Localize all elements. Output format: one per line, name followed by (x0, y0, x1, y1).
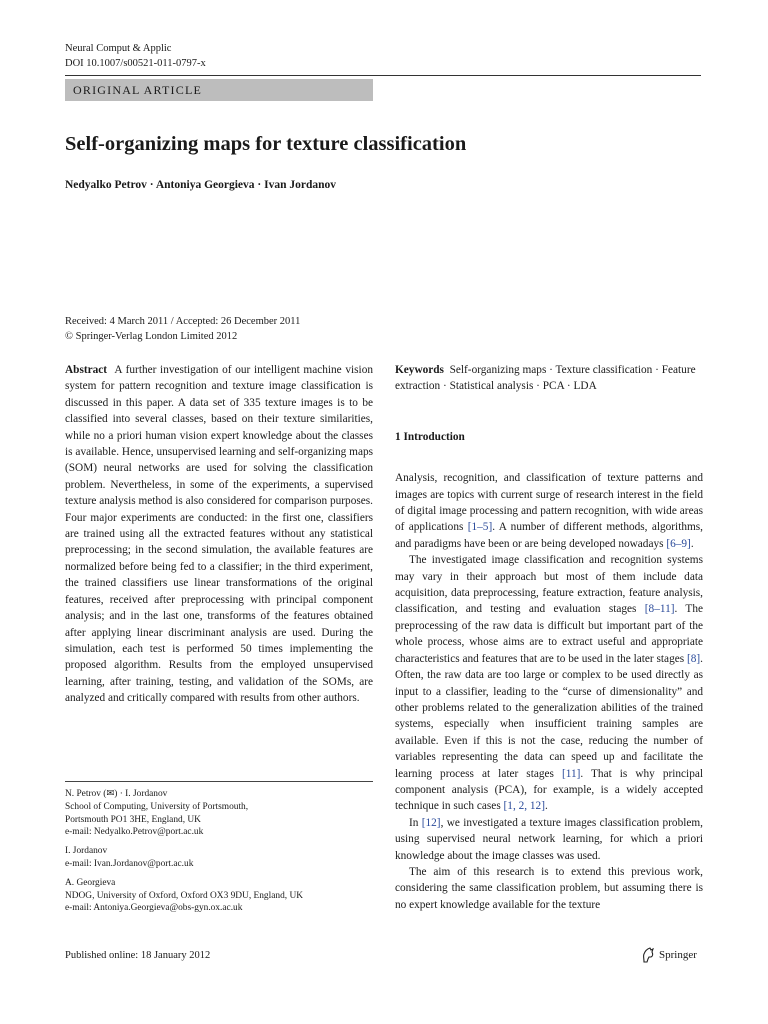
citation-link[interactable]: [6–9] (666, 537, 691, 550)
intro-paragraph-3 (395, 815, 703, 864)
copyright: © Springer-Verlag London Limited 2012 (65, 331, 238, 342)
text-run: . The preprocessing of the raw data is difficult but important part of the whole process, whose aims are to extract useful and appropriate characteristics and features that are to be used in the later stages (395, 603, 703, 665)
journal-name: Neural Comput & Applic (65, 43, 172, 54)
journal-header (65, 41, 206, 71)
affiliation-petrov-jordanov (65, 788, 303, 839)
text-run: . (690, 537, 694, 550)
citation-link[interactable]: [1–5] (467, 521, 493, 534)
affiliation-institution: School of Computing, University of Portsmouth, (65, 801, 249, 812)
email-link[interactable]: e-mail: Nedyalko.Petrov@port.ac.uk (65, 827, 204, 838)
doi[interactable]: DOI 10.1007/s00521-011-0797-x (65, 58, 206, 69)
email-link[interactable]: e-mail: Antoniya.Georgieva@obs-gyn.ox.ac.uk (65, 903, 243, 914)
article-type-banner: ORIGINAL ARTICLE (65, 79, 373, 101)
affiliation-jordanov (65, 845, 303, 871)
footnote-rule (65, 781, 373, 782)
abstract-text: A further investigation of our intelligent machine vision system for pattern recognition and texture image classification is discussed in this paper. A data set of 335 texture images is to be classified into several classes, based on their texture similarities, while no a priori human vision expert knowledge about the classes is available. Hence, unsupervised learning and self-organizing maps (SOM) neural networks are used for solving the classification problem. Nevertheless, in some of the experiments, a supervised texture analysis method is also considered for comparison purposes. Four major experiments are conducted: in the first one, classifiers are trained using all the extracted features without any statistical preprocessing; in the second simulation, the available features are normalized before being fed to a classifier; in the third experiment, the trained classifiers use linear transformations of the original features, received after preprocessing with principal component analysis; and in the last one, transforms of the features obtained after applying linear discriminant analysis are used. During the simulation, each test is performed 50 times implementing the proposed algorithm. Results from the employed unsupervised learning, after training, testing, and validation of the SOMs, are analyzed and critically compared with results from other authors. (65, 364, 373, 705)
header-rule (65, 75, 701, 76)
publisher-logo[interactable] (641, 947, 697, 963)
text-run: . A number of different methods, algorithms, and paradigms have been or are being developed nowadays (395, 521, 703, 550)
keywords-text: Self-organizing maps · Texture classification · Feature extraction · Statistical analysis · PCA · LDA (395, 364, 696, 393)
text-run: . (544, 800, 548, 813)
abstract (65, 362, 373, 707)
section-heading-introduction: 1 Introduction (395, 430, 465, 443)
citation-link[interactable]: [8–11] (644, 603, 675, 616)
springer-horse-icon (641, 947, 655, 963)
text-run: . Often, the raw data are too large or complex to be used directly as input to a classifier, leading to the “curse of dimensionality” and other problems related to the generalization abilities of the trained systems, especially when insufficient training samples are available. Even if this is not the case, reducing the number of variables representing the data can speed up and facilitate the learning process at later stages (395, 652, 703, 780)
paper-title: Self-organizing maps for texture classification (65, 133, 467, 155)
text-run: . That is why principal component analysis (PCA), for example, is a widely accepted technique in such cases (395, 767, 704, 813)
text-run: , we investigated a texture images classification problem, using supervised neural network learning, for which a priori knowledge about the image classes was used. (395, 816, 703, 862)
published-online: Published online: 18 January 2012 (65, 950, 211, 961)
citation-link[interactable]: [1, 2, 12] (503, 800, 545, 813)
text-run: In (409, 816, 422, 829)
affiliation-institution: NDOG, University of Oxford, Oxford OX3 9DU, England, UK (65, 890, 303, 901)
publisher-name: Springer (659, 949, 697, 961)
affiliation-names: N. Petrov (✉) · I. Jordanov (65, 789, 168, 799)
received-accepted: Received: 4 March 2011 / Accepted: 26 December 2011 (65, 316, 301, 327)
citation-link[interactable]: [12] (421, 816, 441, 829)
affiliation-georgieva (65, 877, 303, 915)
author-list: Nedyalko Petrov · Antoniya Georgieva · Ivan Jordanov (65, 179, 337, 191)
text-run: Analysis, recognition, and classification of texture patterns and images are topics with current surge of research interest in the field of digital image processing and pattern recognition, with wide areas of applications (395, 472, 703, 534)
text-run: The investigated image classification and recognition systems may vary in their approach but most of them include data acquisition, data preprocessing, feature extraction, feature analysis, classification, and testing and evaluation stages (395, 554, 703, 616)
affiliations (65, 788, 303, 921)
keywords (395, 362, 703, 395)
intro-paragraph-2 (395, 552, 703, 815)
citation-link[interactable]: [8] (686, 652, 701, 665)
keywords-label: Keywords (395, 364, 444, 376)
intro-paragraph-4: The aim of this research is to extend this previous work, considering the same classification problem, but assuming there is no expert knowledge available for the texture (395, 865, 703, 911)
dates-block (65, 314, 300, 344)
affiliation-names: A. Georgieva (65, 877, 116, 888)
affiliation-names: I. Jordanov (65, 846, 108, 857)
intro-paragraph-1 (395, 470, 703, 552)
abstract-column (65, 362, 373, 707)
abstract-label: Abstract (65, 364, 108, 376)
citation-link[interactable]: [11] (561, 767, 581, 780)
affiliation-address: Portsmouth PO1 3HE, England, UK (65, 814, 201, 825)
email-link[interactable]: e-mail: Ivan.Jordanov@port.ac.uk (65, 858, 194, 869)
right-column (395, 362, 703, 913)
